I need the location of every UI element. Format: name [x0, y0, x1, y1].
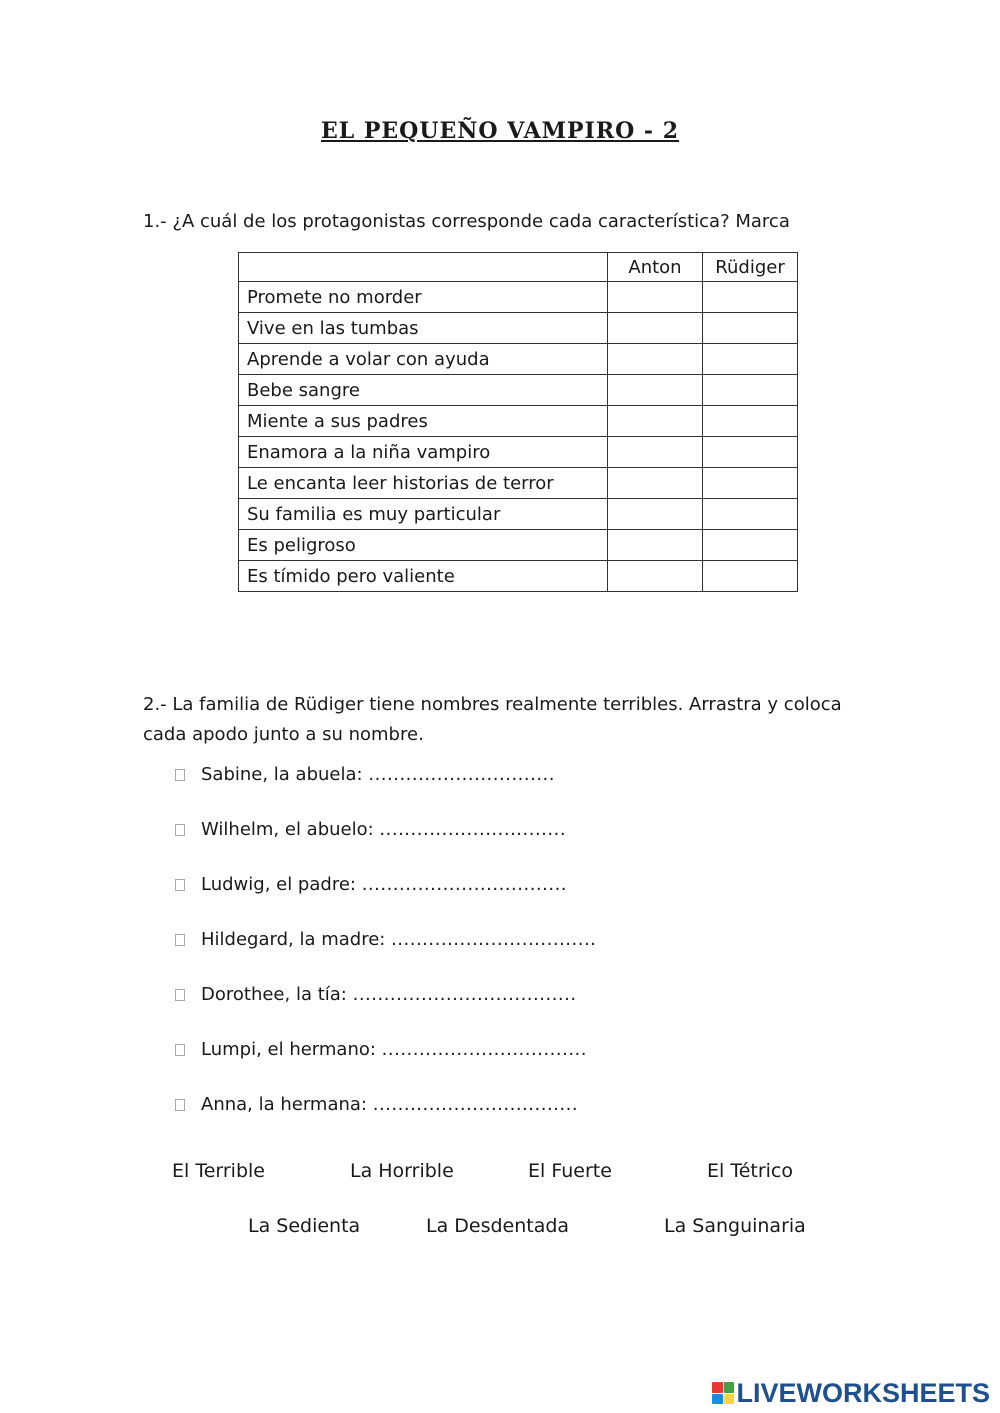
rudiger-check-cell[interactable]: [703, 437, 798, 468]
nickname-draggable[interactable]: El Tétrico: [707, 1160, 794, 1182]
header-empty-cell: [239, 253, 608, 282]
table-row: [239, 530, 798, 561]
header-rudiger: Rüdiger: [703, 253, 798, 282]
table-row: [239, 468, 798, 499]
characteristic-label: Miente a sus padres: [239, 406, 608, 437]
bullet-box-icon: [175, 1044, 185, 1056]
table-row: [239, 282, 798, 313]
anton-check-cell[interactable]: [608, 561, 703, 592]
member-label: Dorothee, la tía:: [201, 984, 347, 1005]
nickname-draggable[interactable]: El Fuerte: [528, 1160, 612, 1182]
table-header-row: [239, 253, 798, 282]
list-item: [175, 815, 566, 845]
nickname-draggable[interactable]: La Desdentada: [426, 1215, 570, 1237]
table-row: [239, 499, 798, 530]
characteristic-label: Promete no morder: [239, 282, 608, 313]
table-row: [239, 406, 798, 437]
characteristic-label: Aprende a volar con ayuda: [239, 344, 608, 375]
rudiger-check-cell[interactable]: [703, 530, 798, 561]
member-label: Wilhelm, el abuelo:: [201, 819, 374, 840]
member-label: Ludwig, el padre:: [201, 874, 356, 895]
rudiger-check-cell[interactable]: [703, 561, 798, 592]
member-label: Lumpi, el hermano:: [201, 1039, 376, 1060]
list-item: [175, 925, 596, 955]
liveworksheets-badge-icon: [712, 1382, 734, 1404]
logo-text: LIVEWORKSHEETS: [736, 1377, 990, 1408]
member-label: Anna, la hermana:: [201, 1094, 367, 1115]
table-row: [239, 313, 798, 344]
nickname-draggable[interactable]: El Terrible: [172, 1160, 265, 1182]
table-row: [239, 561, 798, 592]
rudiger-check-cell[interactable]: [703, 406, 798, 437]
answer-drop-slot[interactable]: .................................: [381, 1039, 587, 1060]
anton-check-cell[interactable]: [608, 530, 703, 561]
table-row: [239, 344, 798, 375]
characteristic-label: Es peligroso: [239, 530, 608, 561]
table-row: [239, 375, 798, 406]
member-label: Sabine, la abuela:: [201, 764, 363, 785]
bullet-box-icon: [175, 879, 185, 891]
bullet-box-icon: [175, 934, 185, 946]
rudiger-check-cell[interactable]: [703, 282, 798, 313]
anton-check-cell[interactable]: [608, 313, 703, 344]
rudiger-check-cell[interactable]: [703, 499, 798, 530]
answer-drop-slot[interactable]: .................................: [391, 929, 597, 950]
bullet-box-icon: [175, 824, 185, 836]
bullet-box-icon: [175, 1099, 185, 1111]
list-item: [175, 1090, 578, 1120]
nickname-draggable[interactable]: La Horrible: [350, 1160, 454, 1182]
characteristic-label: Bebe sangre: [239, 375, 608, 406]
characteristic-label: Le encanta leer historias de terror: [239, 468, 608, 499]
anton-check-cell[interactable]: [608, 468, 703, 499]
anton-check-cell[interactable]: [608, 406, 703, 437]
list-item: [175, 760, 555, 790]
answer-drop-slot[interactable]: .................................: [361, 874, 568, 895]
rudiger-check-cell[interactable]: [703, 313, 798, 344]
answer-drop-slot[interactable]: ....................................: [352, 984, 577, 1005]
nickname-draggable[interactable]: La Sedienta: [248, 1215, 361, 1237]
logo-square-yellow: [724, 1394, 735, 1405]
characteristic-label: Es tímido pero valiente: [239, 561, 608, 592]
anton-check-cell[interactable]: [608, 375, 703, 406]
list-item: [175, 980, 577, 1010]
anton-check-cell[interactable]: [608, 437, 703, 468]
logo-square-blue: [712, 1394, 723, 1405]
bullet-box-icon: [175, 989, 185, 1001]
nickname-draggable[interactable]: La Sanguinaria: [664, 1215, 806, 1237]
table-row: [239, 437, 798, 468]
logo-square-green: [724, 1382, 735, 1393]
rudiger-check-cell[interactable]: [703, 375, 798, 406]
anton-check-cell[interactable]: [608, 499, 703, 530]
characteristic-label: Enamora a la niña vampiro: [239, 437, 608, 468]
characteristic-label: Vive en las tumbas: [239, 313, 608, 344]
answer-drop-slot[interactable]: .................................: [372, 1094, 579, 1115]
question-2-text: 2.- La familia de Rüdiger tiene nombres realmente terribles. Arrastra y coloca cada apodo junto a su nombre.: [143, 694, 842, 745]
answer-drop-slot[interactable]: ..............................: [379, 819, 567, 840]
worksheet-title: EL PEQUEÑO VAMPIRO - 2: [320, 118, 680, 144]
anton-check-cell[interactable]: [608, 344, 703, 375]
bullet-box-icon: [175, 769, 185, 781]
rudiger-check-cell[interactable]: [703, 344, 798, 375]
liveworksheets-logo: [712, 1378, 990, 1408]
member-label: Hildegard, la madre:: [201, 929, 386, 950]
rudiger-check-cell[interactable]: [703, 468, 798, 499]
characteristics-table: [238, 252, 798, 592]
logo-square-red: [712, 1382, 723, 1393]
question-1-text: 1.- ¿A cuál de los protagonistas corresponde cada característica? Marca: [143, 211, 790, 232]
header-anton: Anton: [608, 253, 703, 282]
list-item: [175, 1035, 587, 1065]
characteristic-label: Su familia es muy particular: [239, 499, 608, 530]
list-item: [175, 870, 567, 900]
answer-drop-slot[interactable]: ..............................: [368, 764, 555, 785]
anton-check-cell[interactable]: [608, 282, 703, 313]
